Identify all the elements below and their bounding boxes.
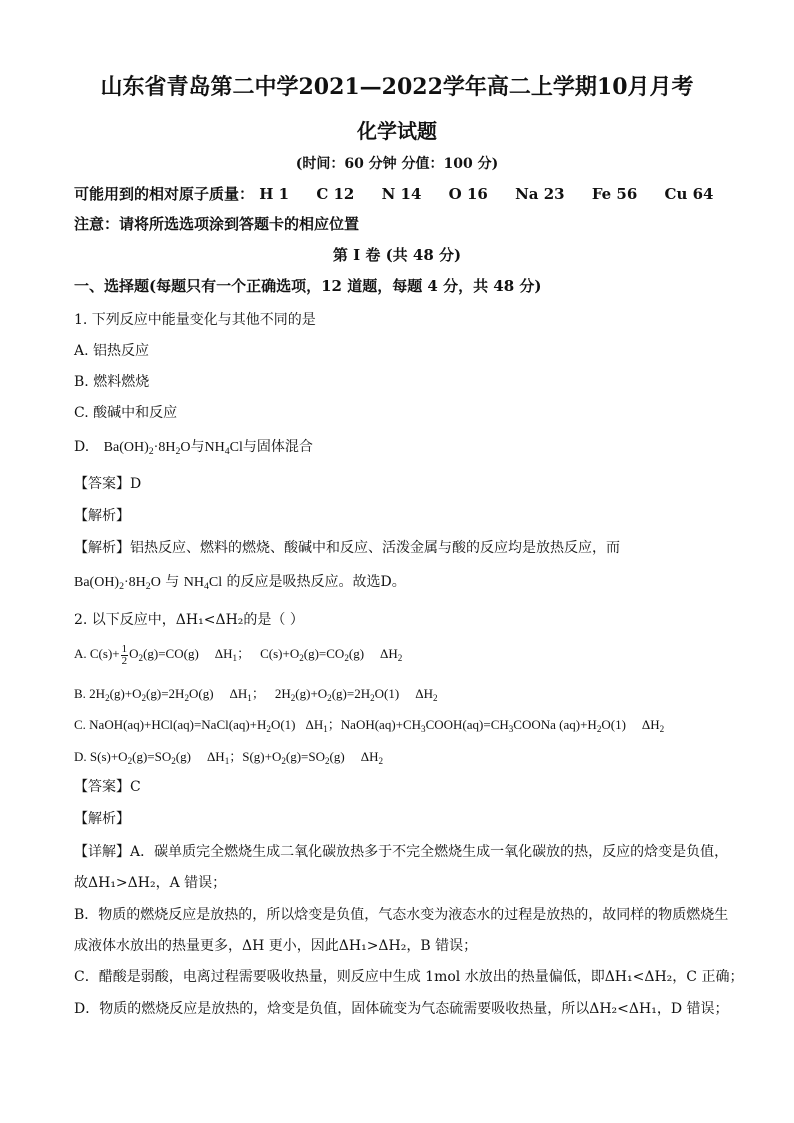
q1-explain: 【解析】铝热反应、燃料的燃烧、酸碱中和反应、活泼金属与酸的反应均是放热反应，而 <box>74 540 620 556</box>
atomic-masses-label: 可能用到的相对原子质量： <box>74 185 255 203</box>
q2-detail-b1: B．物质的燃烧反应是放热的，所以焓变是负值，气态水变为液态水的过程是放热的，故同样的物质燃烧生 <box>74 907 729 923</box>
page-title: 山东省青岛第二中学2021—2022学年高二上学期10月月考 <box>100 74 694 100</box>
atomic-masses-list: H 1 C 12 N 14 O 16 Na 23 Fe 56 Cu 64 <box>259 185 714 203</box>
page-subtitle: 化学试题 <box>357 119 437 143</box>
notice: 注意：请将所选选项涂到答题卡的相应位置 <box>74 215 360 233</box>
q1-option-c: C. 酸碱中和反应 <box>74 405 178 421</box>
q1-option-a: A. 铝热反应 <box>74 343 150 359</box>
q2-option-c: C. $NaOH(aq)+HCl(aq)=NaCl(aq)+H_2O(1)$ $\Delta H_1$；$NaOH(aq)+CH_3COOH(aq)=CH_3COONa$ $(aq)+H_2O(1)$ $\Delta H_2$ <box>74 717 665 734</box>
formula-barium-hydroxide: $Ba(OH)_2\cdot 8H_2O$ <box>103 440 191 457</box>
fraction-one-half: $\frac{1}{2}$ <box>121 642 128 667</box>
q2-option-b: B. $2H_2(g)+O_2(g)=2H_2O(g)$ $\Delta H_1$； $2H_2(g)+O_2(g)=2H_2O(1)$ $\Delta H_2$ <box>74 686 438 703</box>
q1-analysis-label: 【解析】 <box>74 508 130 524</box>
q2-detail-a1: 【详解】A．碳单质完全燃烧生成二氧化碳放热多于不完全燃烧生成一氧化碳放的热，反应的焓变是负值， <box>74 844 729 860</box>
q1-stem: 1. 下列反应中能量变化与其他不同的是 <box>74 312 316 328</box>
q1-option-b: B. 燃料燃烧 <box>74 374 150 390</box>
q1-explain-tail: $Ba(OH)_2\cdot 8H_2O$ 与 $NH_4Cl$ 的反应是吸热反应。故选D。 <box>74 574 406 592</box>
q2-detail-b2: 成液体水放出的热量更多，ΔH 更小，因此ΔH₁>ΔH₂，B 错误； <box>74 938 478 954</box>
q2-stem: 2. 以下反应中，ΔH₁<ΔH₂的是（ ） <box>74 612 304 628</box>
q2-analysis-label: 【解析】 <box>74 811 130 827</box>
q2-option-d: D. $S(s)+O_2(g)=SO_2(g)$ $\Delta H_1$；$S(g)+O_2(g)=SO_2(g)$ $\Delta H_2$ <box>74 749 384 766</box>
q2-detail-d: D．物质的燃烧反应是放热的，焓变是负值，固体硫变为气态硫需要吸收热量，所以ΔH₂<ΔH₁，D 错误； <box>74 1001 729 1017</box>
atomic-masses <box>74 183 735 204</box>
part-title: 第 I 卷 (共 48 分) <box>332 246 462 264</box>
q2-detail-a2: 故ΔH₁>ΔH₂，A 错误； <box>74 875 227 891</box>
q2-option-a: A. C(s)+ $\frac{1}{2}$ $O_2(g)=CO(g)$ $\Delta H_1$； $C(s)+O_2(g)=CO_2(g)$ $\Delta H_2$ <box>74 642 403 667</box>
q2-answer: 【答案】C <box>74 779 141 795</box>
q1-option-d: D. $Ba(OH)_2\cdot 8H_2O$与$NH_4Cl$与固体混合 <box>74 439 313 457</box>
formula-ammonium-chloride: $NH_4Cl$ <box>204 440 243 457</box>
q2-detail-c: C．醋酸是弱酸，电离过程需要吸收热量，则反应中生成 1mol 水放出的热量偏低，即ΔH₁<ΔH₂，C 正确； <box>74 969 744 985</box>
q1-answer: 【答案】D <box>74 476 142 492</box>
time-score: (时间：60 分钟 分值：100 分) <box>295 156 499 172</box>
section-title: 一、选择题(每题只有一个正确选项，12 道题，每题 4 分，共 48 分) <box>74 277 542 295</box>
